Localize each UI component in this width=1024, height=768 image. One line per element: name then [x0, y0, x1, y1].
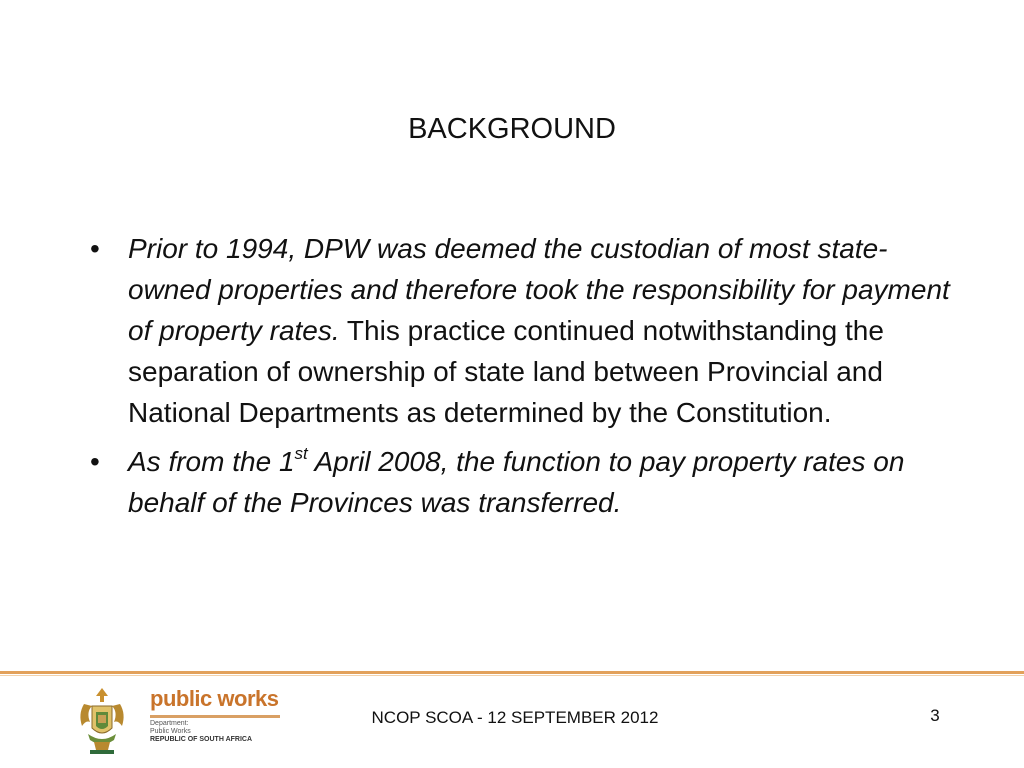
bullet-1-text: This practice continued notwithstanding the separation of ownership of state land between Provincial and National Departments as determined by the Constitution. — [128, 315, 884, 428]
bullet-item — [90, 441, 950, 523]
public-works-logo — [74, 684, 294, 756]
bullet-marker: • — [90, 446, 100, 477]
brand-line-1: Department: — [150, 720, 189, 727]
bullet-2-text-end: April 2008, the function to pay property rates on behalf of the Provinces was transferred. — [128, 446, 905, 518]
footer-divider — [0, 671, 1024, 674]
brand-line-2: Public Works — [150, 728, 191, 735]
brand-name: public works — [150, 686, 279, 711]
bullet-1-italic-text: Prior to 1994, DPW was deemed the custodian of most state-owned properties and therefore took the responsibility for payment of property rates. — [128, 233, 950, 346]
bullet-2-text-start: As from the 1 — [128, 446, 295, 477]
page-number: 3 — [930, 706, 940, 725]
brand-underline — [150, 715, 280, 718]
ordinal-superscript: st — [294, 443, 308, 463]
coat-of-arms-icon — [74, 684, 130, 756]
brand-line-3: REPUBLIC OF SOUTH AFRICA — [150, 736, 253, 743]
brand-subtitle — [150, 720, 252, 744]
bullet-item — [90, 228, 950, 433]
bullet-2-text — [128, 443, 905, 518]
footer-text: NCOP SCOA - 12 SEPTEMBER 2012 — [371, 708, 659, 727]
slide-title: BACKGROUND — [408, 113, 616, 145]
bullet-marker: • — [90, 233, 100, 264]
bullet-list — [90, 228, 950, 531]
